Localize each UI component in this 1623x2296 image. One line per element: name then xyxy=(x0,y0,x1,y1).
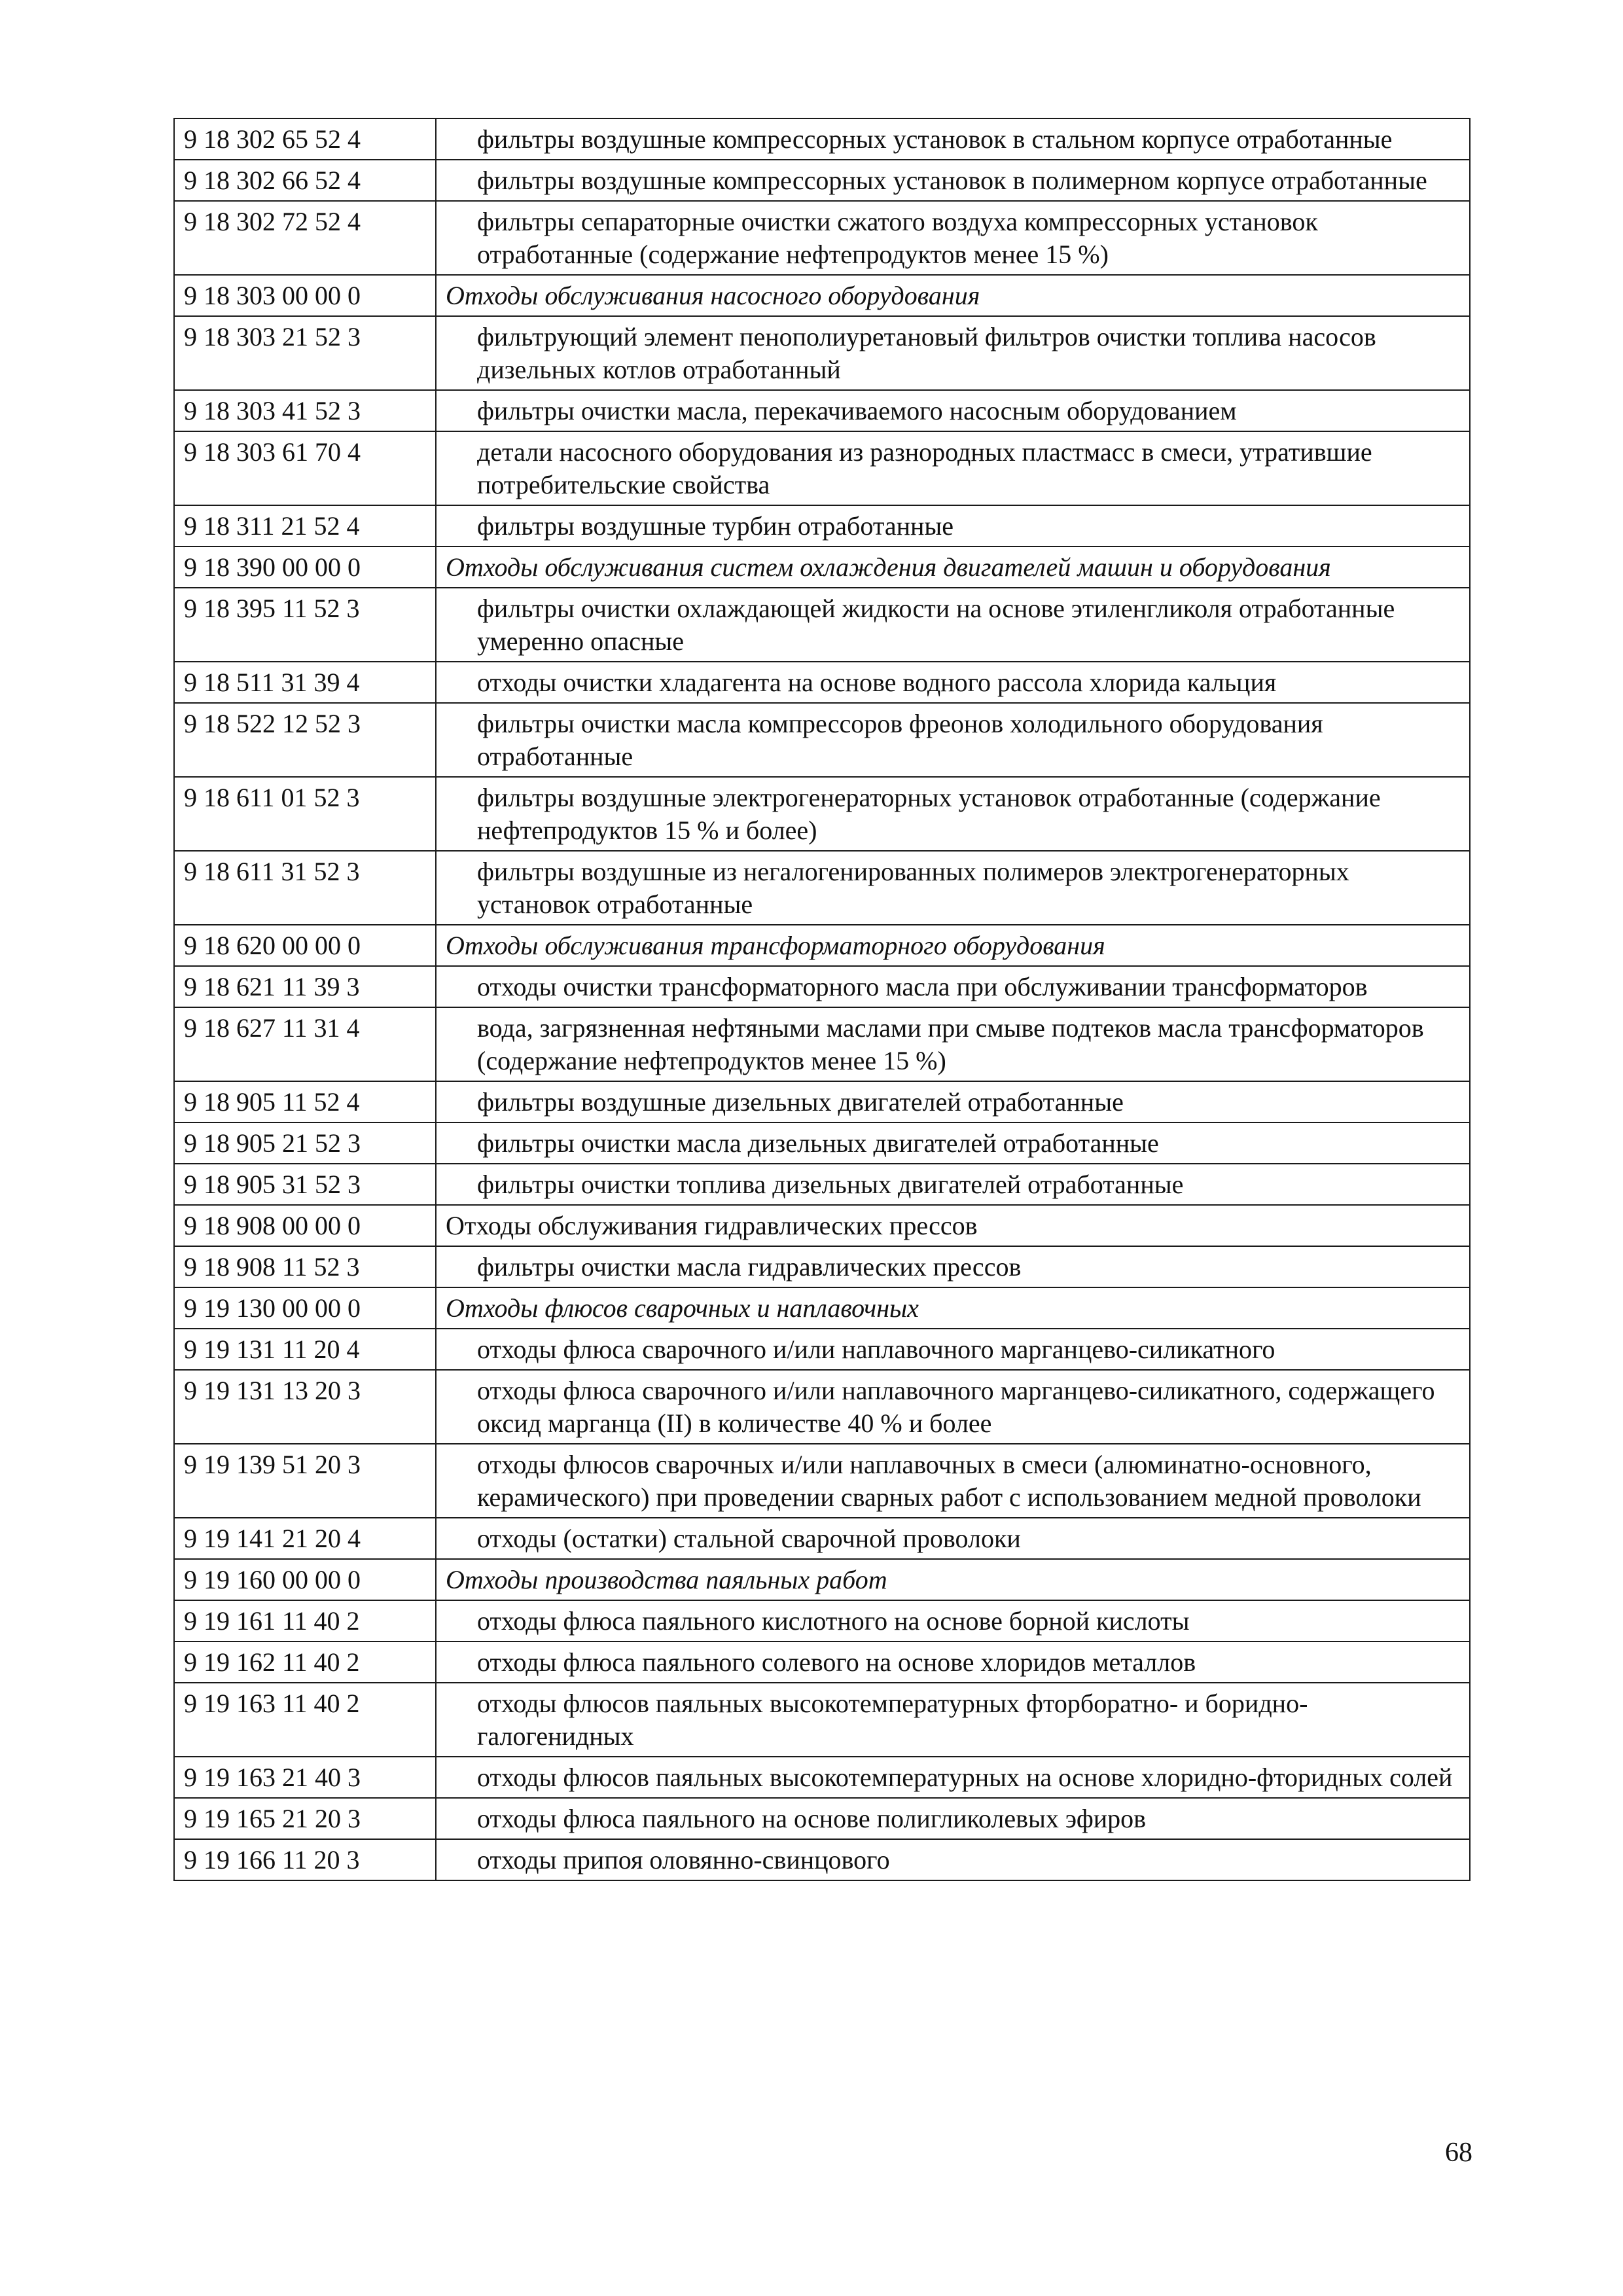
page-number: 68 xyxy=(1445,2138,1472,2168)
table-row xyxy=(174,1329,1470,1370)
waste-code-cell: 9 19 163 21 40 3 xyxy=(174,1757,436,1798)
waste-code-cell: 9 18 620 00 00 0 xyxy=(174,925,436,966)
waste-code-cell: 9 18 303 00 00 0 xyxy=(174,275,436,316)
waste-description-cell: фильтры очистки масла гидравлических прессов xyxy=(436,1246,1470,1287)
waste-description-cell: отходы флюса паяльного солевого на основе хлоридов металлов xyxy=(436,1641,1470,1683)
waste-description-cell: фильтры очистки масла, перекачиваемого насосным оборудованием xyxy=(436,390,1470,431)
waste-description-cell: Отходы обслуживания систем охлаждения двигателей машин и оборудования xyxy=(436,547,1470,588)
waste-code-cell: 9 19 139 51 20 3 xyxy=(174,1444,436,1518)
waste-description-cell: отходы очистки хладагента на основе водного рассола хлорида кальция xyxy=(436,662,1470,703)
waste-description-cell: фильтры очистки охлаждающей жидкости на основе этиленгликоля отработанные умеренно опасные xyxy=(436,588,1470,662)
table-row xyxy=(174,1839,1470,1880)
waste-code-cell: 9 18 303 61 70 4 xyxy=(174,431,436,505)
waste-description-cell: Отходы обслуживания трансформаторного оборудования xyxy=(436,925,1470,966)
waste-code-cell: 9 18 611 31 52 3 xyxy=(174,851,436,925)
table-row xyxy=(174,851,1470,925)
table-row xyxy=(174,118,1470,160)
waste-code-cell: 9 18 303 21 52 3 xyxy=(174,316,436,390)
waste-code-cell: 9 18 905 31 52 3 xyxy=(174,1164,436,1205)
category-row xyxy=(174,1287,1470,1329)
waste-description-cell: фильтры воздушные компрессорных установок в полимерном корпусе отработанные xyxy=(436,160,1470,201)
table-row xyxy=(174,777,1470,851)
waste-description-cell: фильтрующий элемент пенополиуретановый фильтров очистки топлива насосов дизельных котлов отработанный xyxy=(436,316,1470,390)
waste-code-cell: 9 19 141 21 20 4 xyxy=(174,1518,436,1559)
waste-code-cell: 9 19 131 11 20 4 xyxy=(174,1329,436,1370)
table-row xyxy=(174,316,1470,390)
waste-description-cell: отходы (остатки) стальной сварочной проволоки xyxy=(436,1518,1470,1559)
table-row xyxy=(174,1757,1470,1798)
table-row xyxy=(174,1007,1470,1081)
waste-code-cell: 9 19 131 13 20 3 xyxy=(174,1370,436,1444)
category-row xyxy=(174,1559,1470,1600)
waste-code-cell: 9 18 511 31 39 4 xyxy=(174,662,436,703)
table-row xyxy=(174,662,1470,703)
category-row xyxy=(174,1205,1470,1246)
waste-code-cell: 9 18 302 66 52 4 xyxy=(174,160,436,201)
waste-description-cell: вода, загрязненная нефтяными маслами при смыве подтеков масла трансформаторов (содержание нефтепродуктов менее 15 %) xyxy=(436,1007,1470,1081)
waste-description-cell: Отходы флюсов сварочных и наплавочных xyxy=(436,1287,1470,1329)
waste-description-cell: отходы очистки трансформаторного масла при обслуживании трансформаторов xyxy=(436,966,1470,1007)
waste-code-cell: 9 19 161 11 40 2 xyxy=(174,1600,436,1641)
waste-code-cell: 9 18 302 65 52 4 xyxy=(174,118,436,160)
table-row xyxy=(174,1798,1470,1839)
table-row xyxy=(174,505,1470,547)
waste-description-cell: отходы флюса паяльного на основе полигликолевых эфиров xyxy=(436,1798,1470,1839)
table-row xyxy=(174,588,1470,662)
waste-code-cell: 9 18 522 12 52 3 xyxy=(174,703,436,777)
waste-description-cell: фильтры воздушные компрессорных установок в стальном корпусе отработанные xyxy=(436,118,1470,160)
waste-classification-table xyxy=(173,118,1471,1881)
waste-code-cell: 9 18 908 11 52 3 xyxy=(174,1246,436,1287)
waste-code-cell: 9 18 627 11 31 4 xyxy=(174,1007,436,1081)
waste-description-cell: фильтры воздушные турбин отработанные xyxy=(436,505,1470,547)
table-body xyxy=(174,118,1470,1880)
table-row xyxy=(174,1683,1470,1757)
table-row xyxy=(174,390,1470,431)
waste-description-cell: детали насосного оборудования из разнородных пластмасс в смеси, утратившие потребительские свойства xyxy=(436,431,1470,505)
waste-description-cell: фильтры очистки топлива дизельных двигателей отработанные xyxy=(436,1164,1470,1205)
waste-code-cell: 9 18 311 21 52 4 xyxy=(174,505,436,547)
waste-code-cell: 9 18 905 21 52 3 xyxy=(174,1122,436,1164)
waste-code-cell: 9 18 905 11 52 4 xyxy=(174,1081,436,1122)
table-row xyxy=(174,1600,1470,1641)
waste-description-cell: фильтры очистки масла дизельных двигателей отработанные xyxy=(436,1122,1470,1164)
waste-description-cell: фильтры воздушные дизельных двигателей отработанные xyxy=(436,1081,1470,1122)
waste-description-cell: фильтры воздушные электрогенераторных установок отработанные (содержание нефтепродуктов 15 % и более) xyxy=(436,777,1470,851)
waste-description-cell: Отходы производства паяльных работ xyxy=(436,1559,1470,1600)
table-row xyxy=(174,1370,1470,1444)
table-row xyxy=(174,1164,1470,1205)
waste-code-cell: 9 19 163 11 40 2 xyxy=(174,1683,436,1757)
table-row xyxy=(174,1518,1470,1559)
waste-description-cell: Отходы обслуживания насосного оборудования xyxy=(436,275,1470,316)
table-row xyxy=(174,703,1470,777)
waste-code-cell: 9 18 621 11 39 3 xyxy=(174,966,436,1007)
waste-code-cell: 9 19 162 11 40 2 xyxy=(174,1641,436,1683)
table-row xyxy=(174,431,1470,505)
waste-code-cell: 9 18 908 00 00 0 xyxy=(174,1205,436,1246)
waste-code-cell: 9 19 166 11 20 3 xyxy=(174,1839,436,1880)
category-row xyxy=(174,275,1470,316)
table-row xyxy=(174,1246,1470,1287)
table-row xyxy=(174,160,1470,201)
waste-code-cell: 9 19 160 00 00 0 xyxy=(174,1559,436,1600)
category-row xyxy=(174,925,1470,966)
waste-description-cell: отходы флюсов сварочных и/или наплавочных в смеси (алюминатно-основного, керамического) при проведении сварных работ с использованием медной проволоки xyxy=(436,1444,1470,1518)
waste-description-cell: Отходы обслуживания гидравлических прессов xyxy=(436,1205,1470,1246)
waste-code-cell: 9 18 302 72 52 4 xyxy=(174,201,436,275)
waste-description-cell: фильтры очистки масла компрессоров фреонов холодильного оборудования отработанные xyxy=(436,703,1470,777)
table-row xyxy=(174,1641,1470,1683)
waste-code-cell: 9 19 165 21 20 3 xyxy=(174,1798,436,1839)
waste-description-cell: отходы флюса сварочного и/или наплавочного марганцево-силикатного, содержащего оксид марганца (II) в количестве 40 % и более xyxy=(436,1370,1470,1444)
waste-description-cell: отходы флюсов паяльных высокотемпературных фторборатно- и боридно-галогенидных xyxy=(436,1683,1470,1757)
waste-description-cell: отходы флюса сварочного и/или наплавочного марганцево-силикатного xyxy=(436,1329,1470,1370)
category-row xyxy=(174,547,1470,588)
waste-description-cell: отходы припоя оловянно-свинцового xyxy=(436,1839,1470,1880)
waste-code-cell: 9 18 390 00 00 0 xyxy=(174,547,436,588)
table-row xyxy=(174,966,1470,1007)
table-row xyxy=(174,1444,1470,1518)
table-row xyxy=(174,1081,1470,1122)
waste-description-cell: отходы флюсов паяльных высокотемпературных на основе хлоридно-фторидных солей xyxy=(436,1757,1470,1798)
waste-code-cell: 9 18 303 41 52 3 xyxy=(174,390,436,431)
table-row xyxy=(174,1122,1470,1164)
waste-code-cell: 9 18 395 11 52 3 xyxy=(174,588,436,662)
waste-code-cell: 9 19 130 00 00 0 xyxy=(174,1287,436,1329)
waste-code-cell: 9 18 611 01 52 3 xyxy=(174,777,436,851)
waste-description-cell: фильтры воздушные из негалогенированных полимеров электрогенераторных установок отработанные xyxy=(436,851,1470,925)
waste-description-cell: фильтры сепараторные очистки сжатого воздуха компрессорных установок отработанные (содержание нефтепродуктов менее 15 %) xyxy=(436,201,1470,275)
waste-description-cell: отходы флюса паяльного кислотного на основе борной кислоты xyxy=(436,1600,1470,1641)
table-row xyxy=(174,201,1470,275)
